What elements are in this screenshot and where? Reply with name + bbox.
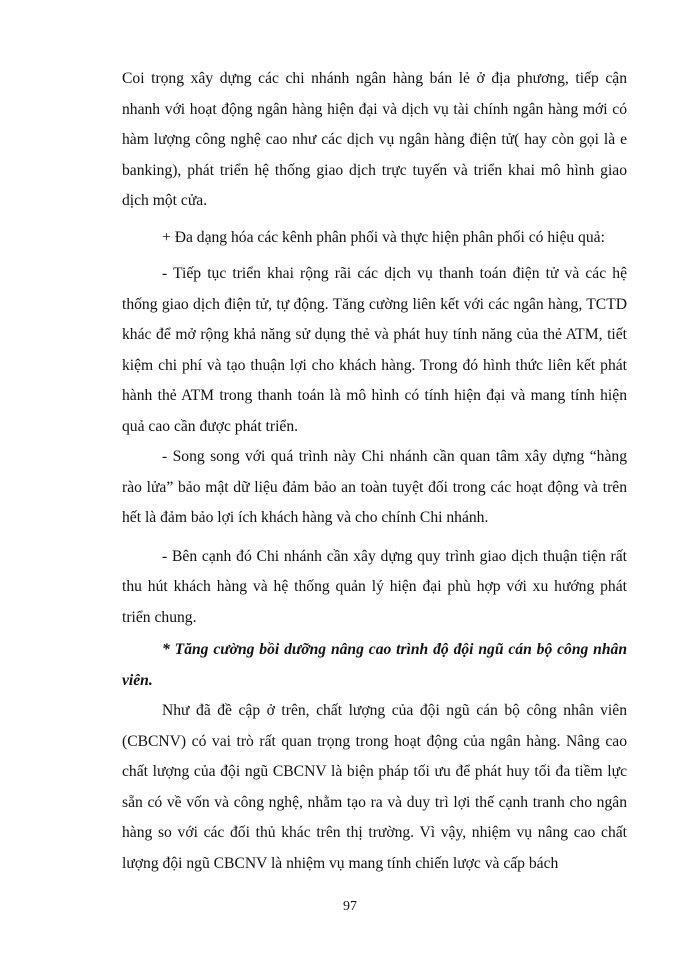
section-heading: * Tăng cường bồi dưỡng nâng cao trình độ đội ngũ cán bộ công nhân viên. — [122, 641, 627, 689]
paragraph-electronic-payments: - Tiếp tục triển khai rộng rãi các dịch vụ thanh toán điện tử và các hệ thống giao dịch điện tử, tự động. Tăng cường liên kết với các ngân hàng, TCTD khác để mở rộng khả năng sử dụng thẻ và phát huy tính năng của thẻ ATM, tiết kiệm chi phí và tạo thuận lợi cho khách hàng. Trong đó hình thức liên kết phát hành thẻ ATM trong thanh toán là mô hình có tính hiện đại và mang tính hiện quả cao cần được phát triển. — [122, 265, 627, 435]
page-number: 97 — [343, 899, 357, 914]
paragraph-branch-development: Coi trọng xây dựng các chi nhánh ngân hàng bán lẻ ở địa phương, tiếp cận nhanh với hoạt động ngân hàng hiện đại và dịch vụ tài chính ngân hàng mới có hàm lượng công nghệ cao như các dịch vụ ngân hàng điện tử( hay còn gọi là e banking), phát triển hệ thống giao dịch trực tuyến và triển khai mô hình giao dịch một cửa. — [122, 70, 627, 209]
paragraph-staff-quality: Như đã đề cập ở trên, chất lượng của đội ngũ cán bộ công nhân viên (CBCNV) có vai trò rất quan trọng trong hoạt động của ngân hàng. Nâng cao chất lượng của đội ngũ CBCNV là biện pháp tối ưu để phát huy tối đa tiềm lực sẵn có về vốn và công nghệ, nhằm tạo ra và duy trì lợi thế cạnh tranh cho ngân hàng so với các đối thủ khác trên thị trường. Vì vậy, nhiệm vụ nâng cao chất lượng đội ngũ CBCNV là nhiệm vụ mang tính chiến lược và cấp bách — [122, 702, 627, 872]
paragraph-distribution-channels: + Đa dạng hóa các kênh phân phối và thực hiện phân phối có hiệu quả: — [162, 228, 605, 246]
paragraph-firewall-security: - Song song với quá trình này Chi nhánh cần quan tâm xây dựng “hàng rào lửa” bảo mật dữ liệu đảm bảo an toàn tuyệt đối trong các hoạt động và trên hết là đảm bảo lợi ích khách hàng và cho chính Chi nhánh. — [122, 448, 627, 526]
document-body — [122, 64, 627, 879]
paragraph-transaction-process: - Bên cạnh đó Chi nhánh cần xây dựng quy trình giao dịch thuận tiện rất thu hút khách hàng và hệ thống quản lý hiện đại phù hợp với xu hướng phát triển chung. — [122, 547, 627, 626]
